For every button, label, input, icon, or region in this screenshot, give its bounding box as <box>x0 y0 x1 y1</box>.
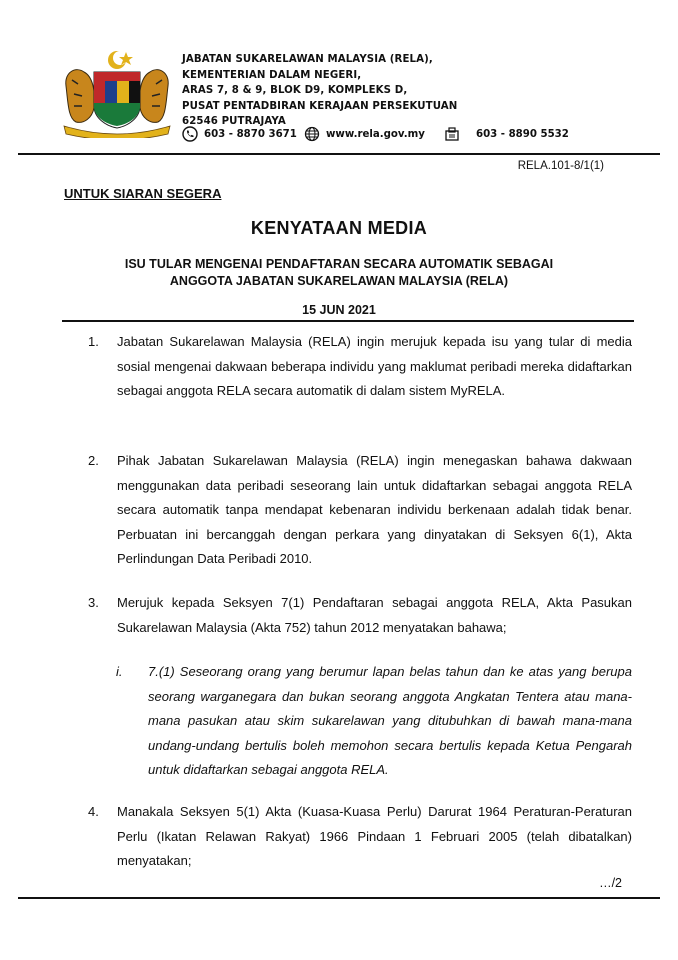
letterhead-line: KEMENTERIAN DALAM NEGERI, <box>182 69 362 81</box>
document-title: KENYATAAN MEDIA <box>250 218 428 238</box>
document-subtitle <box>0 256 678 290</box>
fax-number: 603 - 8890 5532 <box>476 128 569 140</box>
paragraph-text: Pihak Jabatan Sukarelawan Malaysia (RELA) ingin menegaskan bahawa dakwaan menggunakan data peribadi seseorang lain untuk didaftarkan sebagai anggota RELA secara automatik tanpa mendapat kebenaran individu berkenaan adalah tidak benar. Perbuatan ini bercanggah dengan perkara yang dinyatakan di Seksyen 6(1), Akta Perlindungan Data Peribadi 2010. <box>117 453 632 566</box>
release-date: 15 JUN 2021 <box>302 303 376 317</box>
letterhead-line: JABATAN SUKARELAWAN MALAYSIA (RELA), <box>182 54 433 65</box>
phone-number: 603 - 8870 3671 <box>204 128 297 140</box>
letterhead-line: PUSAT PENTADBIRAN KERAJAAN PERSEKUTUAN <box>182 100 458 112</box>
page-continuation: …/2 <box>599 876 622 890</box>
coat-of-arms-logo <box>58 46 176 138</box>
letterhead-line: ARAS 7, 8 & 9, BLOK D9, KOMPLEKS D, <box>182 85 408 97</box>
globe-icon <box>304 126 320 142</box>
website-link[interactable]: www.rela.gov.my <box>326 128 425 140</box>
footer-divider <box>18 897 660 899</box>
title-divider <box>62 320 634 322</box>
paragraph-number: 4. <box>88 804 99 819</box>
paragraph-number: 3. <box>88 595 99 610</box>
subtitle-line: ANGGOTA JABATAN SUKARELAWAN MALAYSIA (RELA) <box>169 274 509 288</box>
fax-contact <box>444 126 569 142</box>
paragraph-1 <box>88 330 632 404</box>
quote-text: 7.(1) Seseorang orang yang berumur lapan belas tahun dan ke atas yang berupa seorang warganegara dan bukan seorang anggota Angkatan Tentera atau mana-mana pasukan atau skim sukarelawan yang ditubuhkan di bawah mana-mana undang-undang bertulis boleh memohon secara bertulis kepada Ketua Pengarah untuk didaftarkan sebagai anggota RELA. <box>148 664 632 777</box>
letterhead-line: 62546 PUTRAJAYA <box>182 116 286 128</box>
paragraph-text: Jabatan Sukarelawan Malaysia (RELA) ingin merujuk kepada isu yang tular di media sosial mengenai dakwaan beberapa individu yang maklumat peribadi mereka didaftarkan sebagai anggota RELA secara automatik di dalam sistem MyRELA. <box>117 334 632 398</box>
paragraph-2 <box>88 449 632 572</box>
paragraph-text: Manakala Seksyen 5(1) Akta (Kuasa-Kuasa Perlu) Darurat 1964 Peraturan-Peraturan Perlu (Ikatan Relawan Rakyat) 1966 Pindaan 1 Februari 2005 (telah dibatalkan) menyatakan; <box>117 804 632 868</box>
subtitle-line: ISU TULAR MENGENAI PENDAFTARAN SECARA AUTOMATIK SEBAGAI <box>124 257 554 271</box>
quoted-section <box>116 660 632 783</box>
letterhead-address <box>182 52 457 130</box>
reference-number: RELA.101-8/1(1) <box>517 160 604 172</box>
paragraph-number: 2. <box>88 453 99 468</box>
paragraph-3 <box>88 591 632 640</box>
header-divider <box>18 153 660 155</box>
release-label: UNTUK SIARAN SEGERA <box>64 186 222 201</box>
website-contact <box>304 126 425 142</box>
paragraph-number: 1. <box>88 334 99 349</box>
fax-icon <box>444 126 460 142</box>
paragraph-4 <box>88 800 632 874</box>
quote-number: i. <box>116 664 123 679</box>
paragraph-text: Merujuk kepada Seksyen 7(1) Pendaftaran sebagai anggota RELA, Akta Pasukan Sukarelawan Malaysia (Akta 752) tahun 2012 menyatakan bahawa; <box>117 595 632 635</box>
phone-contact <box>182 126 297 142</box>
phone-icon <box>182 126 198 142</box>
